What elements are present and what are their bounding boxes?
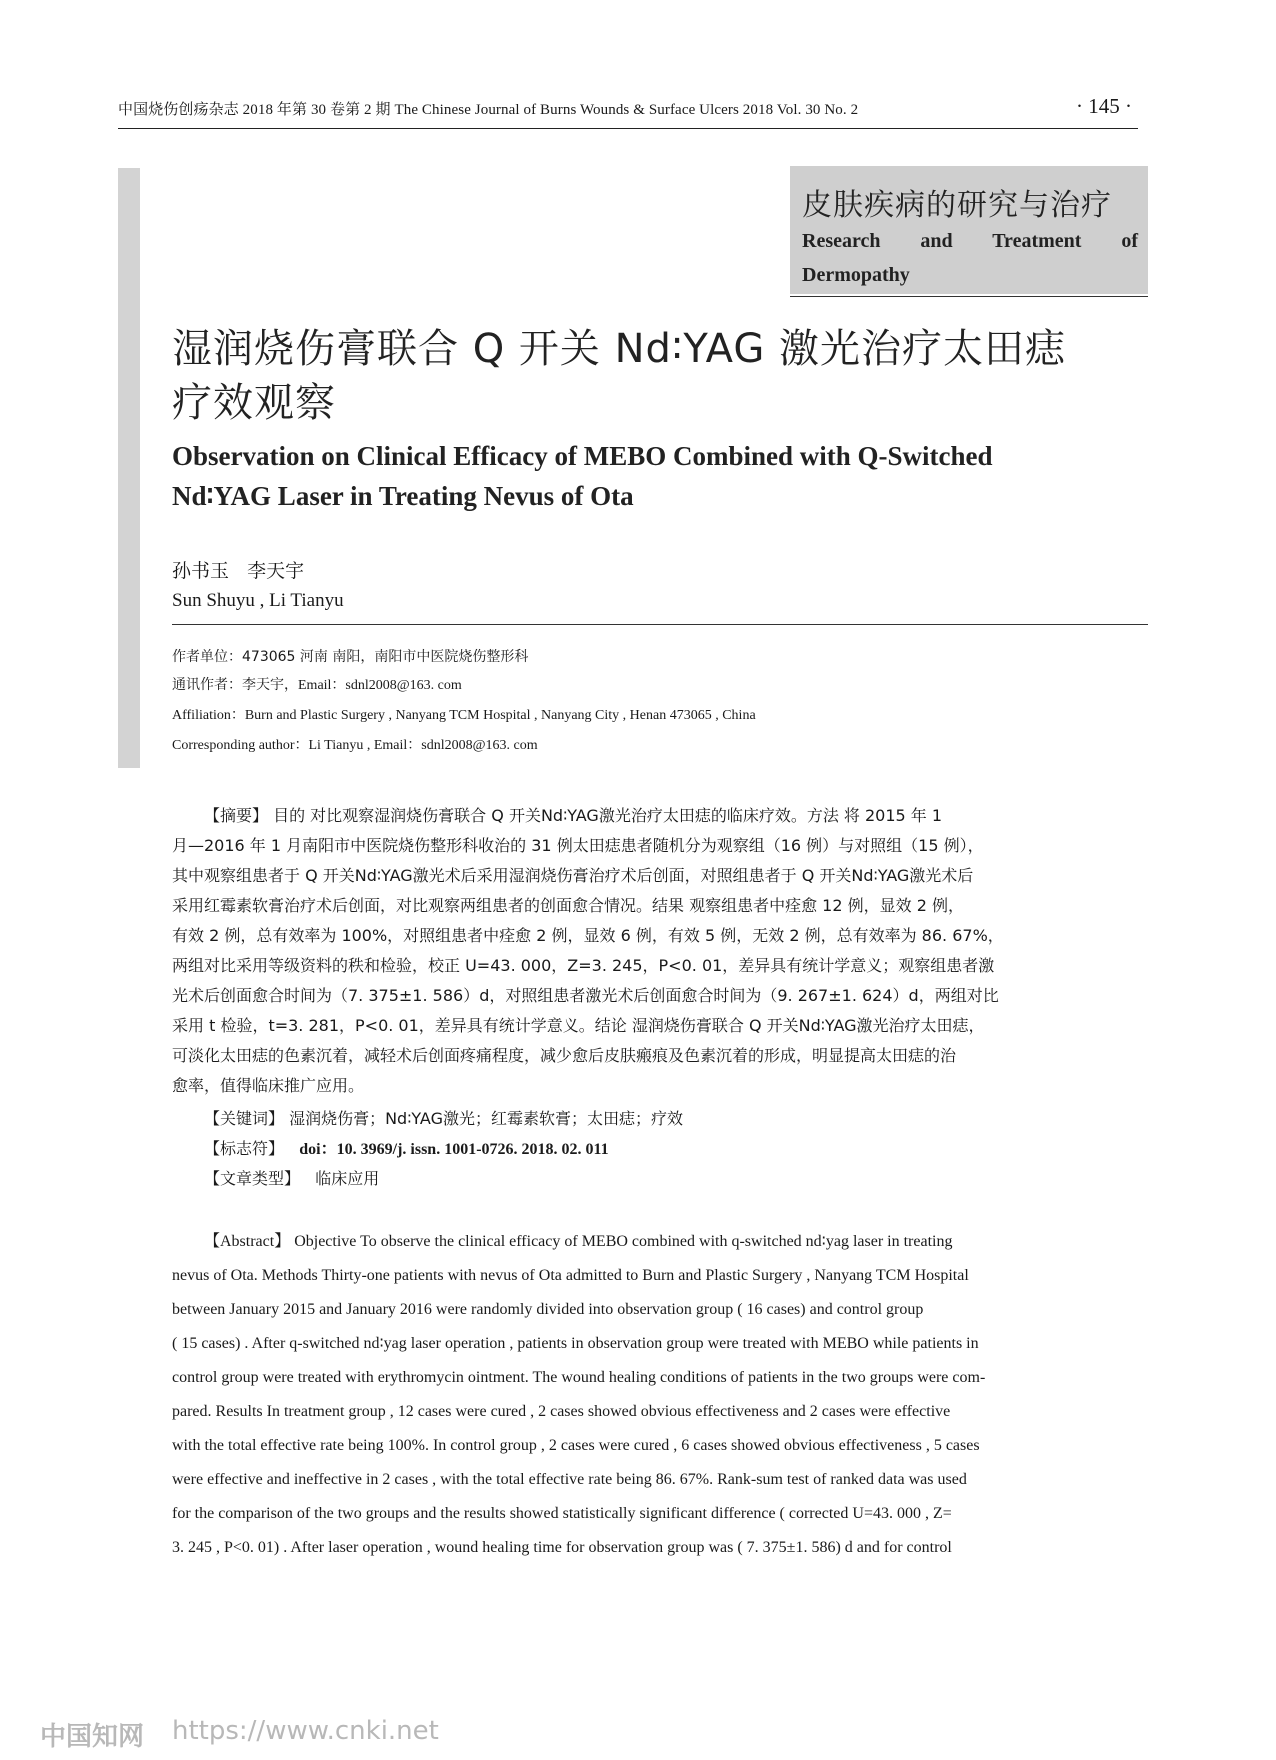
abstract-cn-line: 两组对比采用等级资料的秩和检验，校正 U=43. 000，Z=3. 245，P<0. 01，差异具有统计学意义；观察组患者激 — [172, 956, 995, 975]
author-unit-label: 作者单位： — [172, 649, 242, 665]
corresponding-author-en: Corresponding author：Li Tianyu , Email：sdnl2008@163. com — [172, 738, 538, 753]
abstract-en-line: with the total effective rate being 100%. In control group , 2 cases were cured , 6 cases showed obvious effectiveness , 5 cases — [172, 1437, 980, 1454]
article-type-value: 临床应用 — [315, 1169, 380, 1188]
title-cn — [172, 322, 1122, 430]
section-title-cn: 皮肤疾病的研究与治疗 — [802, 188, 1112, 223]
title-en-line2: Nd∶YAG Laser in Treating Nevus of Ota — [172, 481, 634, 511]
authors-en: Sun Shuyu , Li Tianyu — [172, 590, 344, 611]
title-en — [172, 436, 1102, 516]
article-type-label: 【文章类型】 — [204, 1169, 301, 1188]
abstract-en-line: 【Abstract】 Objective To observe the clinical efficacy of MEBO combined with q-switched nd∶yag laser in treating — [204, 1233, 953, 1250]
section-title-en: Research and Treatment of Dermopathy — [802, 230, 1138, 286]
abstract-en-line: ( 15 cases) . After q-switched nd∶yag laser operation , patients in observation group were treated with MEBO while patients in — [172, 1335, 979, 1352]
abstract-en-line: 3. 245 , P<0. 01) . After laser operation , wound healing time for observation group was ( 7. 375±1. 586) d and for control — [172, 1539, 952, 1556]
abstract-cn-line: 采用红霉素软膏治疗术后创面，对比观察两组患者的创面愈合情况。结果 观察组患者中痊愈 12 例，显效 2 例， — [172, 896, 964, 915]
corr-value: 李天宇，Email：sdnl2008@163. com — [242, 678, 462, 693]
title-cn-line2: 疗效观察 — [172, 380, 336, 426]
corresponding-author-cn — [172, 674, 462, 694]
abstract-cn-line: 【摘要】 目的 对比观察湿润烧伤膏联合 Q 开关Nd∶YAG激光治疗太田痣的临床疗效。方法 将 2015 年 1 — [204, 806, 943, 825]
abstract-en-line: control group were treated with erythromycin ointment. The wound healing conditions of patients in the two groups were com- — [172, 1369, 986, 1386]
corr-label: 通讯作者： — [172, 677, 242, 693]
abstract-en-line: between January 2015 and January 2016 were randomly divided into observation group ( 16 cases) and control group — [172, 1301, 924, 1318]
abstract-cn-line: 光术后创面愈合时间为（7. 375±1. 586）d，对照组患者激光术后创面愈合时间为（9. 267±1. 624）d，两组对比 — [172, 986, 999, 1005]
doi-label: 【标志符】 — [204, 1139, 285, 1158]
abstract-cn-line: 有效 2 例，总有效率为 100%，对照组患者中痊愈 2 例，显效 6 例，有效 5 例，无效 2 例，总有效率为 86. 67%， — [172, 926, 1004, 945]
doi-line — [204, 1136, 609, 1159]
abstract-cn-line: 可淡化太田痣的色素沉着，减轻术后创面疼痛程度，减少愈后皮肤瘢痕及色素沉着的形成，明显提高太田痣的治 — [172, 1046, 957, 1065]
affiliation-en: Affiliation：Burn and Plastic Surgery , Nanyang TCM Hospital , Nanyang City , Henan 473065 , China — [172, 708, 756, 723]
abstract-en-line: were effective and ineffective in 2 cases , with the total effective rate being 86. 67%. Rank-sum test of ranked data was used — [172, 1471, 967, 1488]
authors-cn: 孙书玉 李天宇 — [172, 560, 305, 582]
abstract-en-line: pared. Results In treatment group , 12 cases were cured , 2 cases showed obvious effectiveness and 2 cases were effective — [172, 1403, 951, 1420]
abstract-en-line: for the comparison of the two groups and the results showed statistically significant difference ( corrected U=43. 000 , Z= — [172, 1505, 952, 1522]
title-cn-line1: 湿润烧伤膏联合 Q 开关 Nd∶YAG 激光治疗太田痣 — [172, 326, 1067, 372]
abstract-en-line: nevus of Ota. Methods Thirty-one patients with nevus of Ota admitted to Burn and Plastic Surgery , Nanyang TCM Hospital — [172, 1267, 969, 1284]
section-rule — [790, 296, 1148, 297]
running-header: 中国烧伤创疡杂志 2018 年第 30 卷第 2 期 The Chinese Journal of Burns Wounds & Surface Ulcers 2018 Vol. 30 No. 2 — [118, 102, 859, 118]
cnki-url-watermark: https://www.cnki.net — [172, 1716, 439, 1746]
header-rule — [118, 128, 1138, 129]
abstract-cn-line: 其中观察组患者于 Q 开关Nd∶YAG激光术后采用湿润烧伤膏治疗术后创面，对照组患者于 Q 开关Nd∶YAG激光术后 — [172, 866, 974, 885]
author-unit — [172, 646, 528, 666]
authors-rule — [172, 624, 1148, 625]
keywords: 【关键词】 湿润烧伤膏；Nd∶YAG激光；红霉素软膏；太田痣；疗效 — [204, 1109, 683, 1128]
doi-value: doi：10. 3969/j. issn. 1001-0726. 2018. 02. 011 — [299, 1141, 609, 1158]
article-type-line — [204, 1166, 379, 1189]
cnki-logo-watermark: 中国知网 — [40, 1722, 145, 1752]
author-unit-value: 473065 河南 南阳，南阳市中医院烧伤整形科 — [242, 649, 529, 665]
abstract-cn-line: 采用 t 检验，t=3. 281，P<0. 01，差异具有统计学意义。结论 湿润烧伤膏联合 Q 开关Nd∶YAG激光治疗太田痣， — [172, 1016, 985, 1035]
title-en-line1: Observation on Clinical Efficacy of MEBO Combined with Q-Switched — [172, 441, 993, 471]
abstract-cn-line: 月—2016 年 1 月南阳市中医院烧伤整形科收治的 31 例太田痣患者随机分为观察组（16 例）与对照组（15 例）， — [172, 836, 984, 855]
page-number: · 145 · — [1076, 94, 1132, 118]
left-decorative-bar — [118, 168, 140, 768]
abstract-cn-line: 愈率，值得临床推广应用。 — [172, 1076, 365, 1095]
